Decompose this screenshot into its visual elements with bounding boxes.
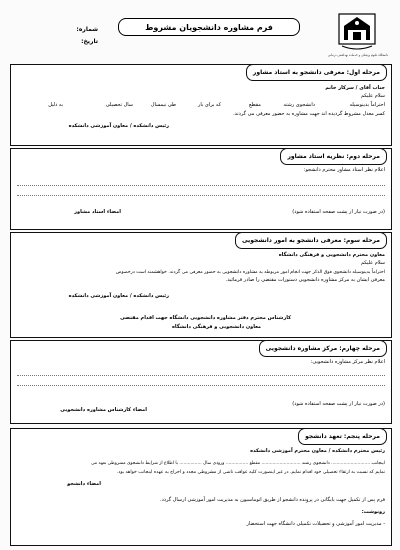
stage4-title: مرحله چهارم: مرکز مشاوره دانشجویی	[259, 340, 387, 357]
form-title	[118, 18, 300, 36]
stage2-prompt: اعلام نظر استاد مشاور محترم دانشجو:	[303, 167, 385, 173]
stage3-addressee: معاون محترم دانشجویی و فرهنگی دانشگاه	[278, 252, 385, 258]
stage2-answer-line[interactable]	[17, 195, 385, 196]
stage5-line1: اینجانب ............................ دانشجوی رشته ............................ مقطع ................ ورودی سال ................ با اطلاع از شرایط دانشجوی مشروطی تعهد می	[91, 461, 385, 466]
stage1-field-times: که برای بار	[197, 102, 221, 108]
stage3-body-line1: احتراماً بدینوسیله دانشجوی فوق الذکر جهت انجام امور مربوطه به مشاوره دانشجویی به حضور معرفی می گردند. خواهشمند است درخصوص	[115, 270, 385, 275]
stage1-field-semester: طی نیمسال	[150, 102, 176, 108]
stage1-greeting: سلام علیکم	[360, 93, 385, 99]
stage5-section	[10, 428, 392, 546]
form-title-text: فرم مشاوره دانشجویان مشروط	[145, 22, 273, 32]
stage5-title: مرحله پنجم: تعهد دانشجو	[298, 428, 387, 445]
stage1-field-level: مقطع	[249, 102, 261, 108]
stage4-section	[10, 340, 392, 424]
stage4-signature: امضاء کارشناس مشاوره دانشجویی	[60, 407, 147, 413]
stage4-answer-line[interactable]	[17, 375, 385, 376]
stage5-cc-label: رونوشت:	[361, 509, 385, 515]
stage1-field-reason: به دلیل	[48, 102, 63, 108]
stage1-salutation: جناب آقای / سرکار خانم	[325, 85, 385, 91]
stage5-addressee: رئیس محترم دانشکده / معاون محترم آموزشی دانشکده	[250, 448, 385, 454]
stage1-section	[10, 64, 392, 146]
stage4-prompt: اعلام نظر مرکز مشاوره دانشجویی:	[310, 359, 385, 365]
stage3-signature: رئیس دانشکده / معاون آموزشی دانشکده	[68, 293, 169, 299]
stage2-signature: امضاء استاد مشاور	[74, 209, 121, 215]
stage3-section	[10, 232, 392, 338]
university-logo-icon	[336, 12, 378, 52]
stage2-answer-line[interactable]	[17, 185, 385, 186]
stage1-body: کسر معدل مشروط گردیده اند جهت مشاوره به حضور معرفی می گردند.	[233, 111, 385, 117]
stage5-cc-line: - مدیریت امور آموزشی و تحصیلات تکمیلی دانشگاه جهت استحضار	[246, 521, 385, 527]
stage3-greeting: سلام علیکم	[360, 260, 385, 266]
stage3-body-line2: معرفی ایشان به مرکز مشاوره دانشجویی دستورات مقتضی را صادر فرمائید.	[225, 277, 385, 283]
logo-caption: دانشگاه علوم پزشکی و خدمات بهداشتی درمانی	[327, 53, 389, 57]
stage4-overflow-note: (در صورت نیاز از پشت صفحه استفاده شود)	[292, 401, 385, 407]
stage5-line2: نمایم که نسبت به ارتقاء تحصیلی خود اقدام نمایم. در غیر اینصورت کلیه عواقب ناشی از مشروطی مجدد و اخراج به عهده اینجانب خواهد بود.	[116, 470, 385, 475]
number-field	[18, 26, 98, 33]
number-label: شماره:	[76, 26, 98, 33]
stage4-answer-line[interactable]	[17, 385, 385, 386]
stage5-note: فرم پس از تکمیل جهت بایگانی در پرونده دانشجو از طریق اتوماسیون به مدیریت امور آموزشی ارسال گردد.	[159, 497, 385, 503]
stage2-overflow-note: (در صورت نیاز از پشت صفحه استفاده شود)	[292, 209, 385, 215]
date-label: تاریخ:	[81, 38, 98, 45]
stage1-intro: احتراماً بدینوسیله	[349, 102, 385, 108]
stage3-referral-line1: کارشناس محترم دفتر مشاوره دانشجویی دانشگاه جهت اقدام مقتضی	[120, 315, 291, 321]
stage1-field-year: سال تحصیلی	[105, 102, 133, 108]
stage5-signature: امضاء دانشجو	[67, 481, 101, 487]
stage1-signature: رئیس دانشکده / معاون آموزشی دانشکده	[68, 123, 169, 129]
stage2-title: مرحله دوم: نظریه استاد مشاور	[280, 148, 387, 165]
stage2-section	[10, 148, 392, 230]
stage3-title: مرحله سوم: معرفی دانشجو به امور دانشجویی	[235, 232, 387, 249]
date-field	[18, 38, 98, 45]
stage3-referral-line2: معاون دانشجویی و فرهنگی دانشگاه	[171, 324, 261, 330]
stage1-field-major: دانشجوی رشته	[283, 102, 315, 108]
stage1-title: مرحله اول: معرفی دانشجو به استاد مشاور	[246, 64, 387, 81]
